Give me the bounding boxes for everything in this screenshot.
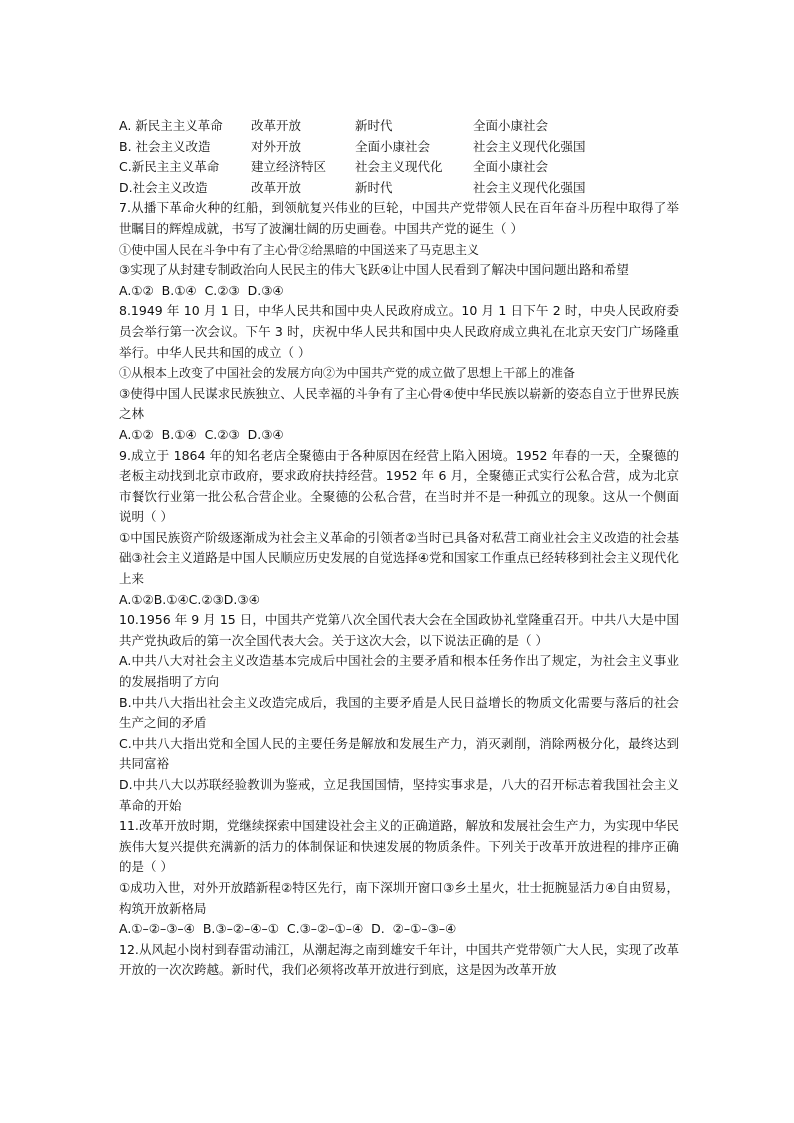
option-cell: 社会主义现代化强国 [473,179,586,195]
question-10-option-c: C.中共八大指出党和全国人民的主要任务是解放和发展生产力，消灭剥削，消除两极分化，最终达到共同富裕 [119,735,679,772]
option-cell: 社会主义现代化 [355,159,443,175]
question-11-statements: ①成功入世，对外开放踏新程②特区先行，南下深圳开窗口③乡土星火，壮士扼腕显活力④自由贸易，构筑开放新格局 [119,879,679,916]
option-cell: 全面小康社会 [355,138,431,154]
question-9-statements: ①中国民族资产阶级逐渐成为社会主义革命的引领者②当时已具备对私营工商业社会主义改造的社会基础③社会主义道路是中国人民顺应历史发展的自觉选择④党和国家工作重点已经转移到社会主义现代化上来 [119,529,679,587]
question-9-stem: 9.成立于 1864 年的知名老店全聚德由于各种原因在经营上陷入困境。1952 年春的一天，全聚德的老板主动找到北京市政府，要求政府扶持经营。1952 年 6 月，全聚德正式实行公私合营，成为北京市餐饮行业第一批公私合营企业。全聚德的公私合营，在当时并不是一种孤立的现象。这从一个侧面说明（ ） [119,447,679,525]
question-10-option-d: D.中共八大以苏联经验教训为鉴戒，立足我国国情，坚持实事求是，八大的召开标志着我国社会主义革命的开始 [119,777,679,813]
question-8-stem: 8.1949 年 10 月 1 日，中华人民共和国中央人民政府成立。10 月 1 日下午 2 时，中央人民政府委员会举行第一次会议。下午 3 时，庆祝中华人民共和国中央人民政府成立典礼在北京天安门广场隆重举行。中华人民共和国的成立（ ） [119,303,679,360]
option-cell: 全面小康社会 [473,118,549,133]
option-cell: 社会主义现代化强国 [473,138,586,154]
option-cell: B. 社会主义改造 [119,138,211,154]
option-cell: 新时代 [355,118,393,133]
option-cell: 对外开放 [251,138,302,154]
question-7-stem: 7.从播下革命火种的红船，到领航复兴伟业的巨轮，中国共产党带领人民在百年奋斗历程中取得了举世瞩目的辉煌成就，书写了波澜壮阔的历史画卷。中国共产党的诞生（ ） [119,200,679,236]
option-cell: 全面小康社会 [473,159,549,175]
option-row-a [119,116,679,137]
option-cell: A. 新民主主义革命 [119,118,223,133]
question-10-option-b: B.中共八大指出社会主义改造完成后，我国的主要矛盾是人民日益增长的物质文化需要与落后的社会生产之间的矛盾 [119,694,679,731]
question-9-answers: A.①②B.①④C.②③D.③④ [119,591,260,607]
question-10-option-a: A.中共八大对社会主义改造基本完成后中国社会的主要矛盾和根本任务作出了规定，为社会主义事业的发展指明了方向 [119,653,679,690]
question-10-stem: 10.1956 年 9 月 15 日，中国共产党第八次全国代表大会在全国政协礼堂隆重召开。中共八大是中国共产党执政后的第一次全国代表大会。关于这次大会，以下说法正确的是（ ） [119,612,679,648]
option-row-b [119,137,679,158]
exam-page [119,116,679,981]
option-cell: C.新民主主义革命 [119,159,220,175]
question-7-answers: A.①② B.①④ C.②③ D.③④ [119,282,284,298]
question-8-statements-1: ①从根本上改变了中国社会的发展方向②为中国共产党的成立做了思想上干部上的准备 [119,366,576,381]
option-cell: D.社会主义改造 [119,179,208,195]
option-cell: 改革开放 [251,118,302,133]
question-12-stem: 12.从风起小岗村到春雷动浦江，从潮起海之南到雄安千年计，中国共产党带领广大人民，实现了改革开放的一次次跨越。新时代，我们必须将改革开放进行到底，这是因为改革开放 [119,941,679,978]
option-cell: 建立经济特区 [251,159,327,175]
question-8-statements-2: ③使得中国人民谋求民族独立、人民幸福的斗争有了主心骨④使中华民族以崭新的姿态自立于世界民族之林 [119,385,679,422]
option-row-d [119,178,679,199]
question-7-statements-1: ①使中国人民在斗争中有了主心骨②给黑暗的中国送来了马克思主义 [119,242,480,257]
option-cell: 改革开放 [251,179,302,195]
question-11-stem: 11.改革开放时期，党继续探索中国建设社会主义的正确道路，解放和发展社会生产力，为实现中华民族伟大复兴提供充满新的活力的体制保证和快速发展的物质条件。下列关于改革开放进程的排序正确的是（ ） [119,818,679,875]
question-7-statements-2: ③实现了从封建专制政治向人民民主的伟大飞跃④让中国人民看到了解决中国问题出路和希望 [119,262,629,278]
question-8-answers: A.①② B.①④ C.②③ D.③④ [119,426,284,442]
question-11-answers: A.①–②–③–④ B.③–②–④–① C.③–②–①–④ D. ②–①–③–④ [119,921,457,937]
option-row-c [119,157,679,178]
option-cell: 新时代 [355,179,393,195]
